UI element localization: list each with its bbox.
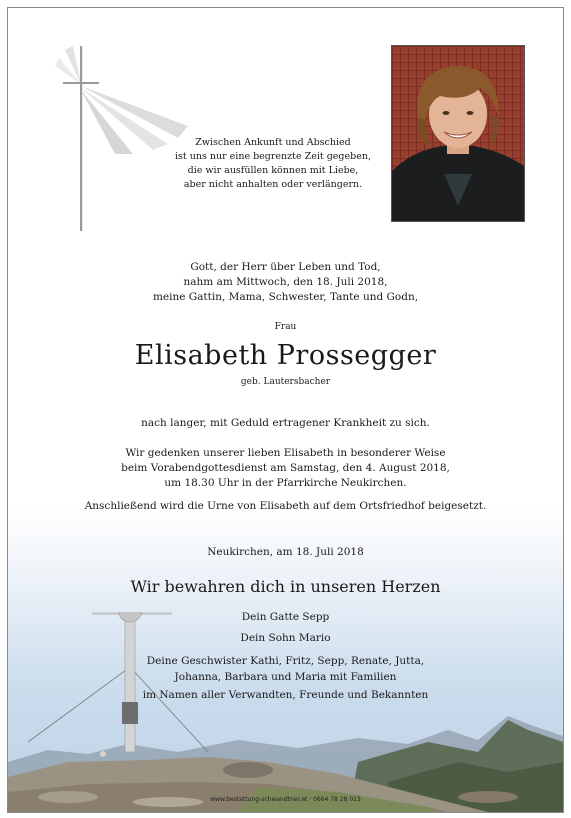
poem [158, 136, 388, 192]
illness-line: nach langer, mit Geduld ertragener Krankheit zu sich. [141, 417, 430, 429]
mourner-line: Dein Gatte Sepp [241, 611, 330, 623]
deceased-name: Elisabeth Prossegger [134, 340, 437, 371]
obituary-card [7, 7, 564, 813]
mourner-line: Johanna, Barbara und Maria mit Familien [174, 671, 397, 683]
mourner-line: im Namen aller Verwandten, Freunde und Bekannten [142, 689, 429, 701]
mourner-line: Deine Geschwister Kathi, Fritz, Sepp, Renate, Jutta, [146, 655, 425, 667]
intro-line: nahm am Mittwoch, den 18. Juli 2018, [183, 276, 388, 288]
poem-line: ist uns nur eine begrenzte Zeit gegeben, [175, 151, 371, 162]
intro-line: meine Gattin, Mama, Schwester, Tante und Godn, [152, 291, 419, 303]
poem-line: aber nicht anhalten oder verlängern. [183, 179, 363, 190]
maiden-name: geb. Lautersbacher [240, 377, 331, 387]
salutation: Frau [274, 322, 297, 332]
mourner-line: Dein Sohn Mario [240, 632, 331, 644]
poem-line: Zwischen Ankunft und Abschied [195, 137, 351, 148]
intro-line: Gott, der Herr über Leben und Tod, [190, 261, 381, 273]
memorial-line: um 18.30 Uhr in der Pfarrkirche Neukirchen. [164, 477, 407, 489]
footer-contact: www.bestattung-schwandtner.at · 0664 78 28 013 [210, 796, 361, 803]
motto: Wir bewahren dich in unseren Herzen [130, 577, 441, 596]
poem-line: die wir ausfüllen können mit Liebe, [187, 165, 359, 176]
place-date: Neukirchen, am 18. Juli 2018 [207, 546, 364, 558]
portrait-photo [391, 45, 525, 222]
burial-line: Anschließend wird die Urne von Elisabeth auf dem Ortsfriedhof beigesetzt. [84, 500, 487, 512]
memorial-line: beim Vorabendgottesdienst am Samstag, den 4. August 2018, [121, 462, 450, 474]
memorial-line: Wir gedenken unserer lieben Elisabeth in besonderer Weise [125, 447, 446, 459]
